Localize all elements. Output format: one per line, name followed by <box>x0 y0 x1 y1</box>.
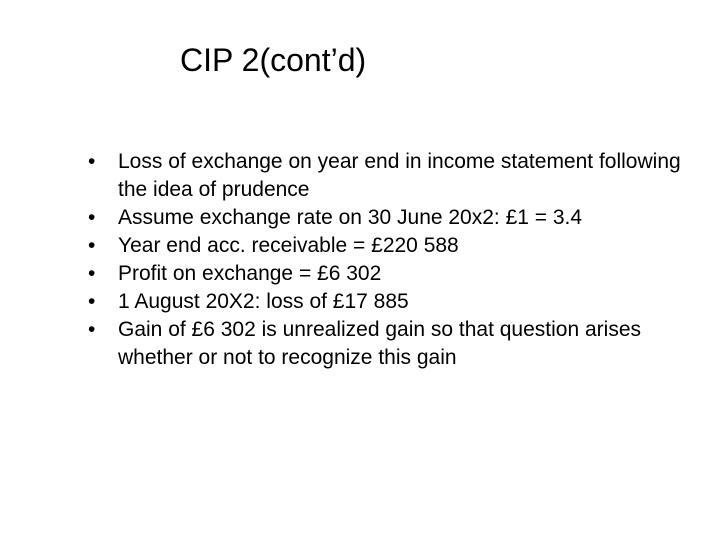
bullet-item-year-end-receivable <box>88 232 688 260</box>
bullet-item-loss-of-exchange <box>88 148 688 204</box>
bullet-marker: • <box>88 206 96 229</box>
bullet-marker: • <box>88 318 96 341</box>
bullet-text: Gain of £6 302 is unrealized gain so that question arises whether or not to recognize this gain <box>118 318 642 369</box>
bullet-marker: • <box>88 290 96 313</box>
bullet-text: Loss of exchange on year end in income statement following the idea of prudence <box>118 150 681 201</box>
slide-title: CIP 2(cont’d) <box>180 42 367 78</box>
bullet-text: Year end acc. receivable = £220 588 <box>118 234 459 257</box>
bullet-text: Assume exchange rate on 30 June 20x2: £1 = 3.4 <box>118 206 583 229</box>
bullet-list <box>88 148 688 372</box>
bullet-marker: • <box>88 262 96 285</box>
bullet-item-unrealized-gain <box>88 316 688 372</box>
bullet-item-exchange-rate <box>88 204 688 232</box>
bullet-marker: • <box>88 234 96 257</box>
bullet-text: Profit on exchange = £6 302 <box>118 262 382 285</box>
bullet-item-august-loss <box>88 288 688 316</box>
bullet-marker: • <box>88 150 96 173</box>
bullet-item-profit-on-exchange <box>88 260 688 288</box>
bullet-text: 1 August 20X2: loss of £17 885 <box>118 290 409 313</box>
